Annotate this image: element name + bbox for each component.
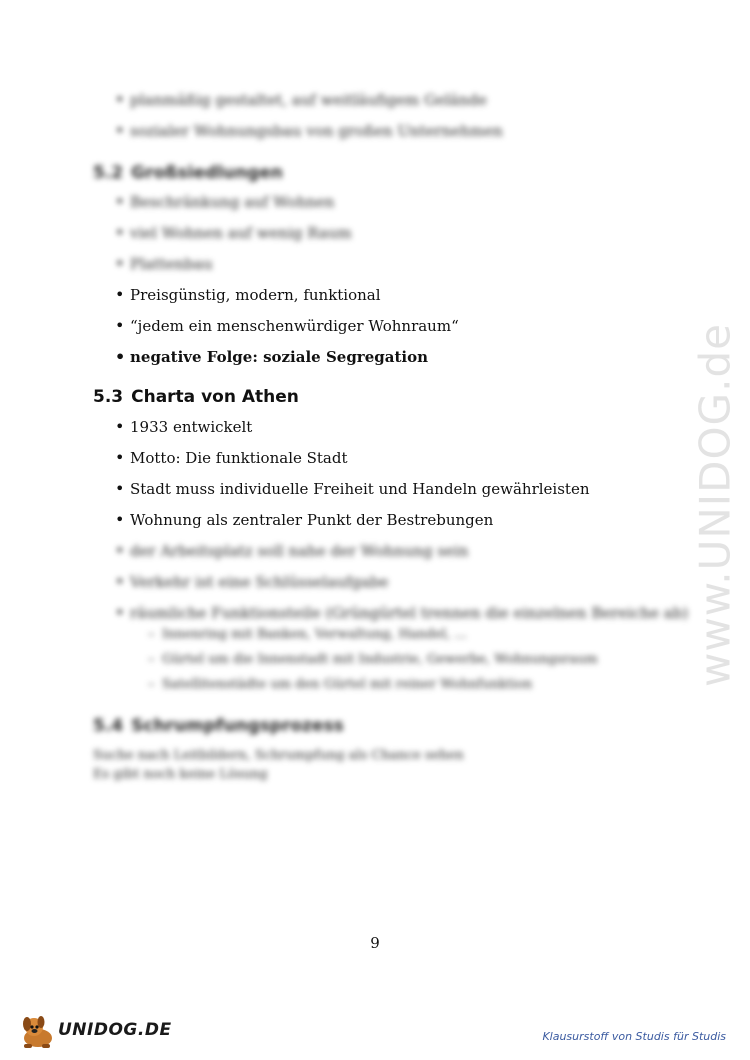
paragraph-line: Es gibt noch keine Lösung <box>93 767 268 782</box>
watermark: www.UNIDOG.de <box>690 323 740 687</box>
section-number: 5.4 <box>93 716 124 736</box>
section-title: Charta von Athen <box>131 387 299 407</box>
list-item: • räumliche Funktionsteile (Grüngürtel trennen die einzelnen Bereiche ab) <box>115 603 688 634</box>
section-number: 5.2 <box>93 163 124 183</box>
dog-icon <box>20 1014 60 1050</box>
list-item: • der Arbeitsplatz soll nahe der Wohnung sein <box>115 541 688 572</box>
list-item: • Wohnung als zentraler Punkt der Bestrebungen <box>115 510 590 541</box>
section-heading-5-3 <box>93 386 299 408</box>
list-item: • Motto: Die funktionale Stadt <box>115 448 590 479</box>
list-item: • sozialer Wohnungsbau von großen Unternehmen <box>115 121 503 152</box>
list-item: – Satellitenstädte um den Gürtel mit reiner Wohnfunktion <box>148 676 598 701</box>
list-item: • Beschränkung auf Wohnen <box>115 192 352 223</box>
intro-list <box>115 90 503 152</box>
logo-text: UNIDOG.DE <box>58 1020 172 1040</box>
unidog-logo <box>20 1014 172 1050</box>
section-5-2-list <box>115 285 459 378</box>
page-number: 9 <box>370 934 380 952</box>
section-5-3-list <box>115 417 590 541</box>
list-item: • viel Wohnen auf wenig Raum <box>115 223 352 254</box>
section-heading-5-2 <box>93 162 283 184</box>
section-number: 5.3 <box>93 387 124 407</box>
list-item: • “jedem ein menschenwürdiger Wohnraum“ <box>115 316 459 347</box>
section-title: Schrumpfungsprozess <box>131 716 344 736</box>
list-item: • Preisgünstig, modern, funktional <box>115 285 459 316</box>
section-5-2-blurred-list <box>115 192 352 285</box>
list-item: • Plattenbau <box>115 254 352 285</box>
list-item: • Verkehr ist eine Schlüsselaufgabe <box>115 572 688 603</box>
section-heading-5-4 <box>93 715 344 737</box>
section-5-3-blurred-list <box>115 541 688 634</box>
footer-slogan: Klausurstoff von Studis für Studis <box>542 1030 726 1043</box>
list-item: – Gürtel um die Innenstadt mit Industrie, Gewerbe, Wohnungsraum <box>148 651 598 676</box>
list-item: • Stadt muss individuelle Freiheit und Handeln gewährleisten <box>115 479 590 510</box>
list-item: • 1933 entwickelt <box>115 417 590 448</box>
paragraph-line: Suche nach Leitbildern, Schrumpfung als Chance sehen <box>93 748 464 763</box>
list-item: • planmäßig gestaltet, auf weitläufigem Gelände <box>115 90 503 121</box>
list-item: • negative Folge: soziale Segregation <box>115 347 459 378</box>
list-item: – Innenring mit Banken, Verwaltung, Handel, ... <box>148 626 598 651</box>
section-title: Großsiedlungen <box>131 163 283 183</box>
section-5-3-sublist <box>148 626 598 701</box>
